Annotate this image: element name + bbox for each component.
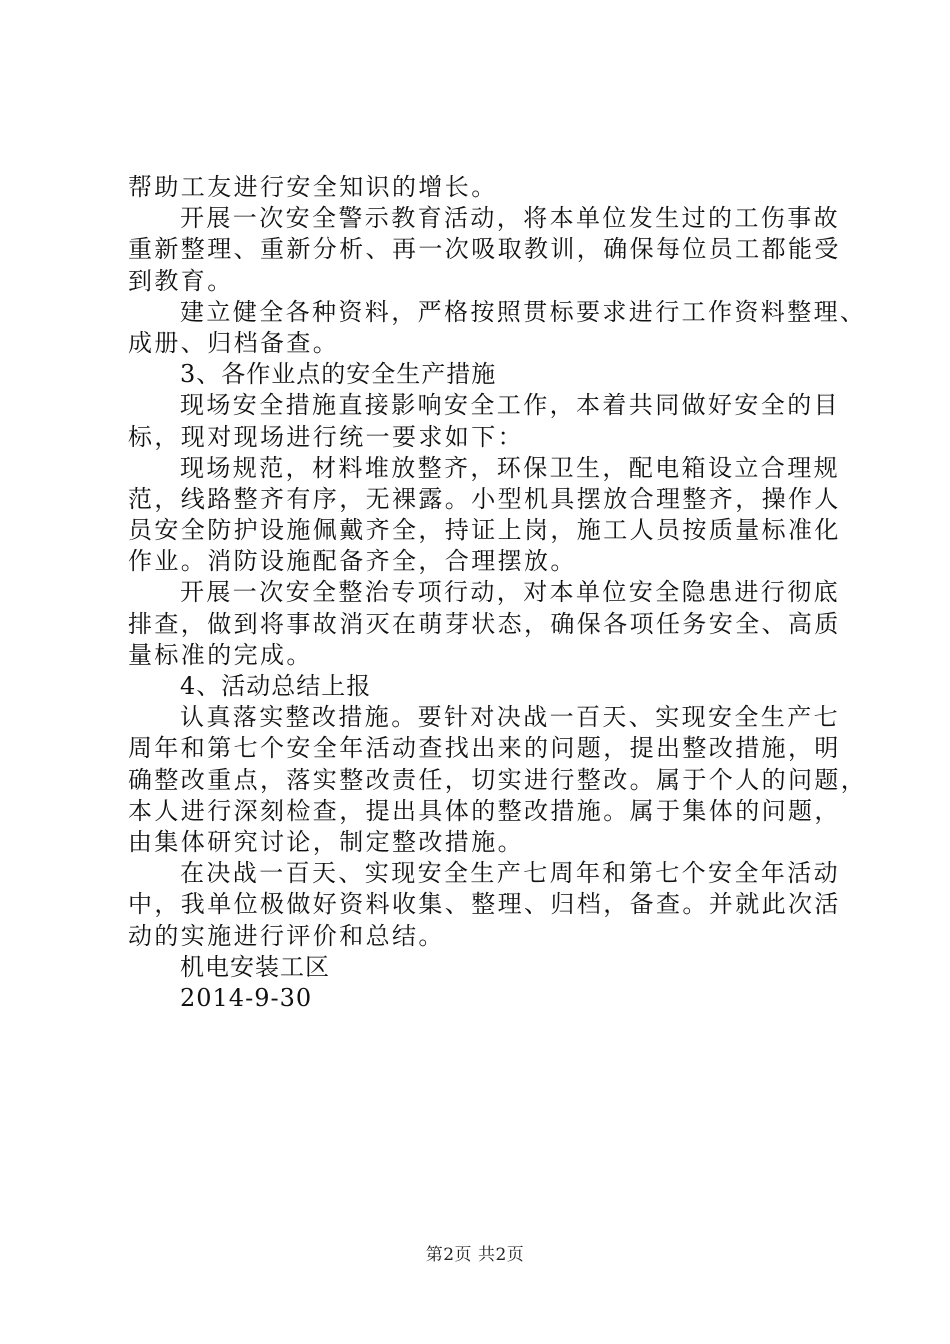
text-line: 由集体研究讨论，制定整改措施。 (128, 827, 524, 856)
text-line: 范，线路整齐有序，无裸露。小型机具摆放合理整齐，操作人 (128, 484, 841, 513)
text-line: 现场安全措施直接影响安全工作，本着共同做好安全的目 (180, 391, 840, 420)
text-line: 帮助工友进行安全知识的增长。 (128, 173, 498, 201)
text-line: 现场规范，材料堆放整齐，环保卫生，配电箱设立合理规 (180, 453, 840, 482)
text-line: 作业。消防设施配备齐全，合理摆放。 (128, 547, 577, 576)
text-line: 量标准的完成。 (128, 640, 313, 669)
text-line: 中，我单位极做好资料收集、整理、归档，备查。并就此次活 (128, 890, 841, 919)
text-line: 确整改重点，落实整改责任，切实进行整改。属于个人的问题， (128, 765, 868, 794)
document-body (128, 172, 868, 1014)
section-heading: 3、各作业点的安全生产措施 (180, 360, 497, 389)
text-line: 周年和第七个安全年活动查找出来的问题，提出整改措施，明 (128, 734, 841, 763)
text-line: 标，现对现场进行统一要求如下： (128, 422, 524, 451)
page-number-footer: 第2页 共2页 (425, 1245, 525, 1265)
text-line: 到教育。 (128, 266, 234, 295)
text-line: 建立健全各种资料，严格按照贯标要求进行工作资料整理、 (180, 297, 867, 326)
text-line: 开展一次安全整治专项行动，对本单位安全隐患进行彻底 (180, 578, 840, 607)
signature-date: 2014-9-30 (180, 983, 313, 1012)
section-heading: 4、活动总结上报 (180, 672, 372, 700)
text-line: 本人进行深刻检查，提出具体的整改措施。属于集体的问题， (128, 796, 841, 825)
text-line: 员安全防护设施佩戴齐全，持证上岗，施工人员按质量标准化 (128, 516, 841, 545)
text-line: 开展一次安全警示教育活动，将本单位发生过的工伤事故 (180, 204, 840, 233)
text-line: 动的实施进行评价和总结。 (128, 921, 445, 950)
text-line: 排查，做到将事故消灭在萌芽状态，确保各项任务安全、高质 (128, 609, 841, 638)
text-line: 在决战一百天、实现安全生产七周年和第七个安全年活动 (180, 859, 840, 888)
signature-unit: 机电安装工区 (180, 952, 330, 981)
text-line: 重新整理、重新分析、再一次吸取教训，确保每位员工都能受 (128, 235, 841, 264)
text-line: 认真落实整改措施。要针对决战一百天、实现安全生产七 (180, 703, 840, 732)
text-line: 成册、归档备查。 (128, 328, 340, 357)
